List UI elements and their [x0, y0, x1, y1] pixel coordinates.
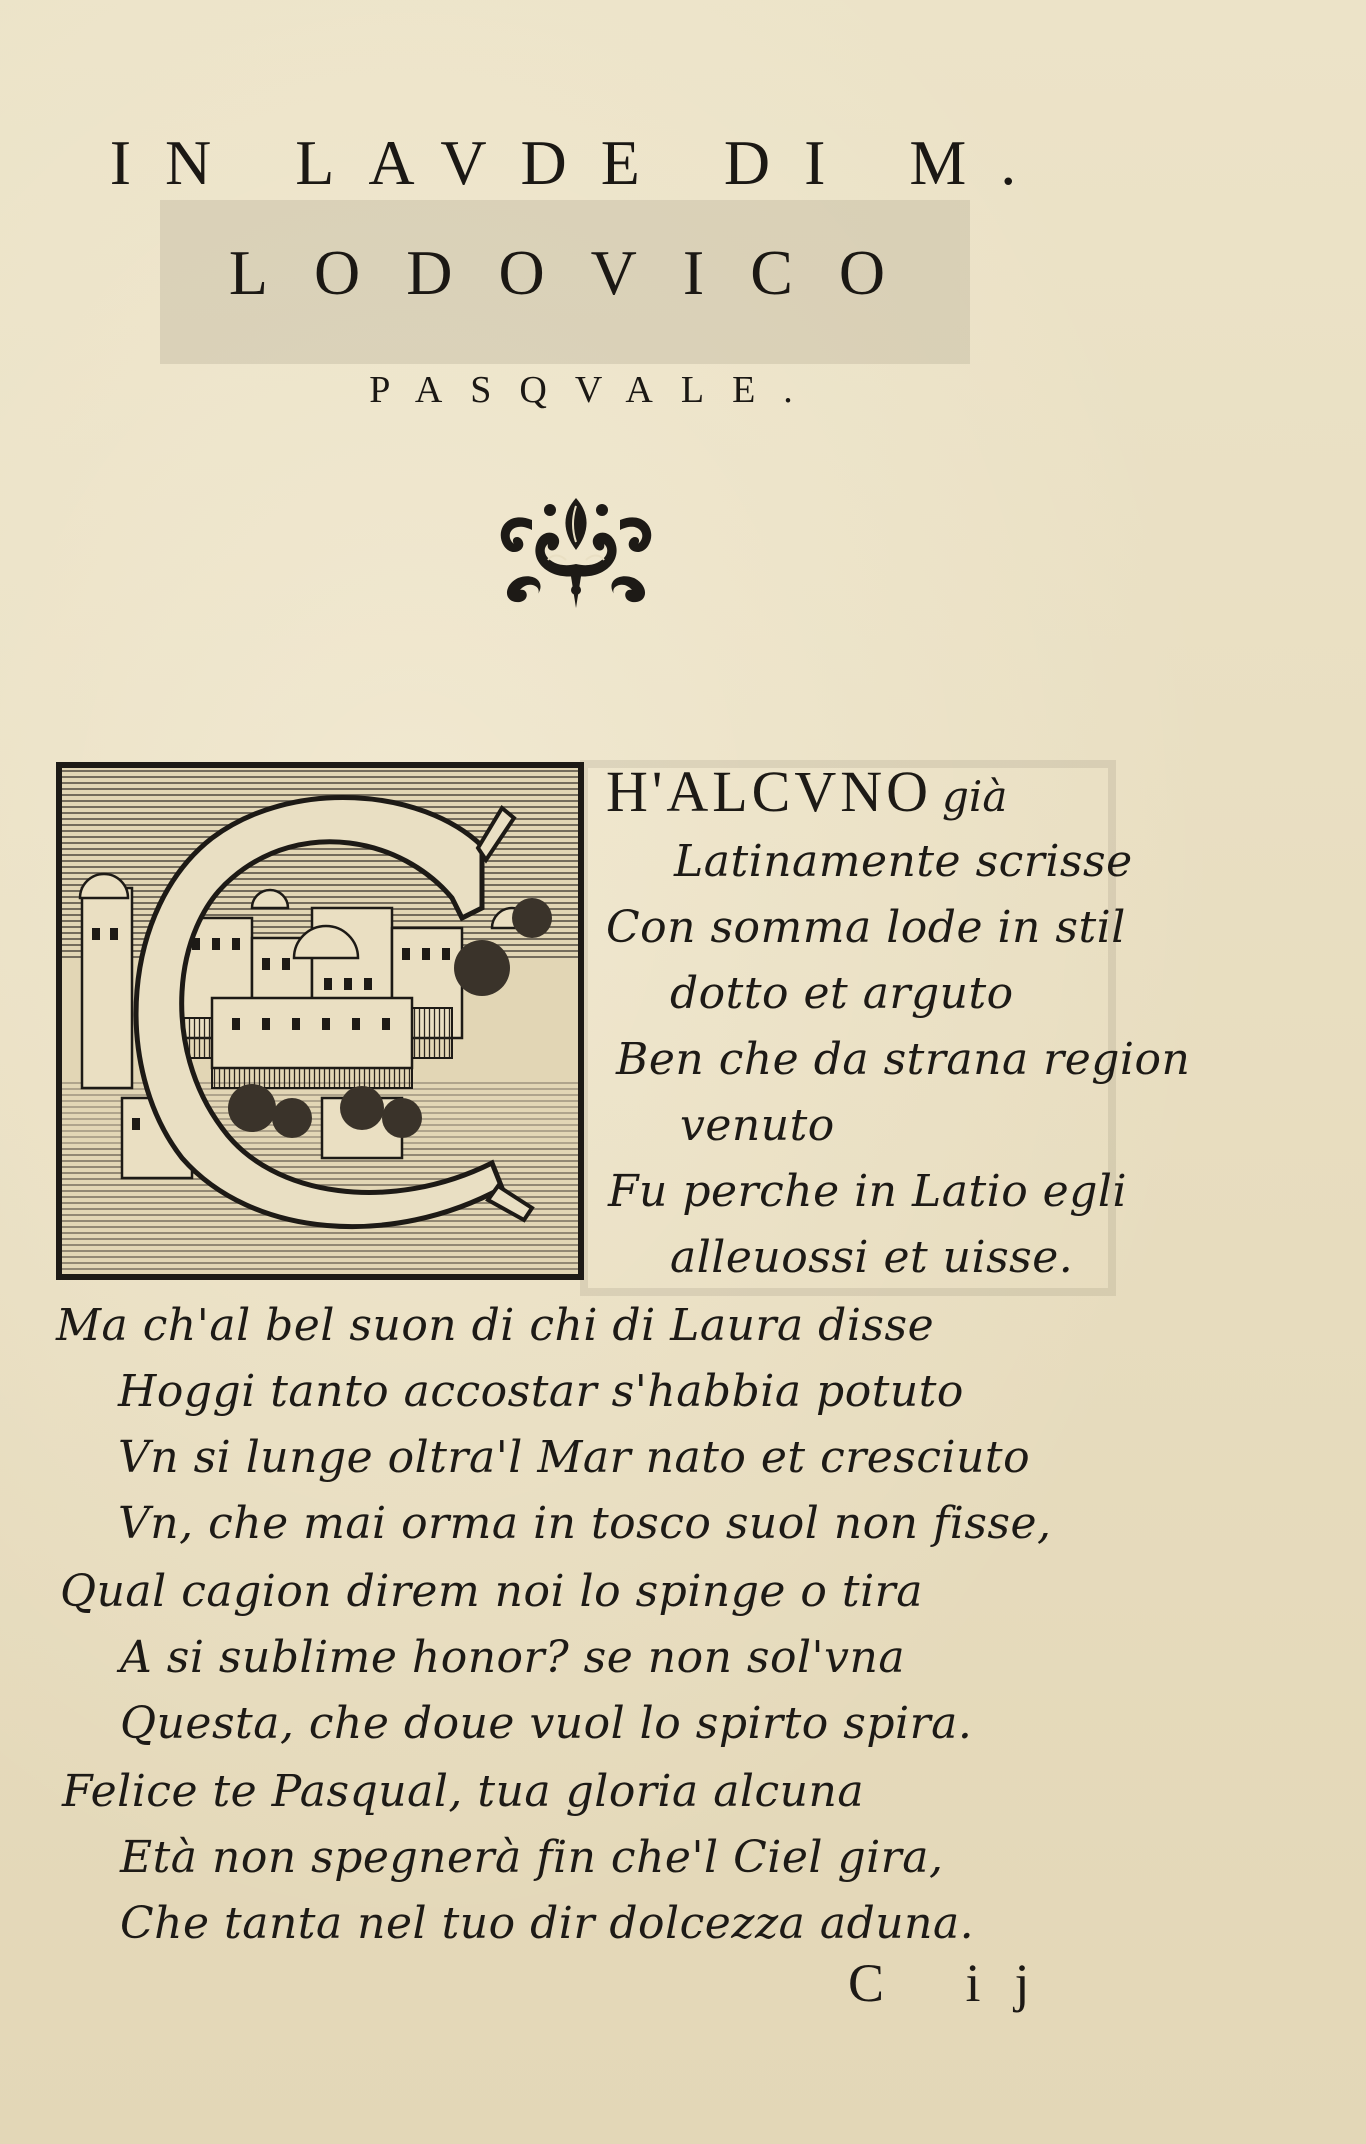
- woodcut-initial-c-icon: [62, 768, 578, 1274]
- opening-caps: H'ALCVNO: [606, 759, 932, 824]
- verse-line: Hoggi tanto accostar s'habbia potuto: [118, 1366, 964, 1417]
- fleuron-icon: [488, 490, 664, 610]
- verse-line: Questa, che doue vuol lo spirto spira.: [120, 1698, 973, 1749]
- verse-line: Ben che da strana region: [616, 1034, 1191, 1085]
- opening-line: [606, 758, 1007, 825]
- verse-line: dotto et arguto: [670, 968, 1014, 1019]
- verse-line: Con somma lode in stil: [606, 902, 1126, 953]
- verse-line: Ma ch'al bel suon di chi di Laura disse: [56, 1300, 935, 1351]
- signature-mark: C ij: [848, 1953, 1064, 2013]
- title-line-2: LODOVICO: [228, 237, 932, 308]
- opening-word: già: [942, 772, 1008, 821]
- verse-line: Felice te Pasqual, tua gloria alcuna: [62, 1766, 865, 1817]
- title-line-3: PASQVALE.: [369, 369, 821, 411]
- verse-line: alleuossi et uisse.: [670, 1232, 1074, 1283]
- historiated-initial: [56, 762, 584, 1280]
- verse-line: Latinamente scrisse: [674, 836, 1133, 887]
- title-line-1: IN LAVDE DI M.: [109, 127, 1051, 198]
- verse-line: Età non spegnerà fin che'l Ciel gira,: [120, 1832, 944, 1883]
- verse-line: Che tanta nel tuo dir dolcezza aduna.: [120, 1898, 975, 1949]
- verse-line: A si sublime honor? se non sol'vna: [120, 1632, 906, 1683]
- verse-line: Vn, che mai orma in tosco suol non fisse,: [118, 1498, 1052, 1549]
- verse-line: venuto: [680, 1100, 835, 1151]
- verse-line: Vn si lunge oltra'l Mar nato et cresciuto: [118, 1432, 1031, 1483]
- verse-line: Qual cagion direm noi lo spinge o tira: [60, 1566, 923, 1617]
- verse-line: Fu perche in Latio egli: [608, 1166, 1128, 1217]
